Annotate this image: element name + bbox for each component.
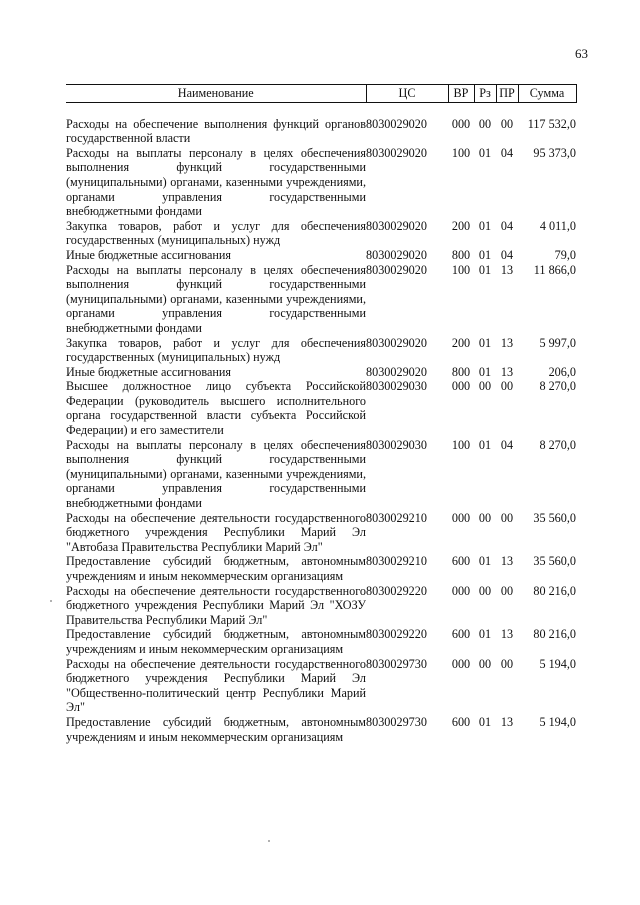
row-cs: 8030029210 — [366, 554, 427, 569]
row-pr: 04 — [500, 145, 514, 160]
row-name: Расходы на обеспечение выполнения функций органов государственной власти — [66, 116, 366, 146]
row-rz: 00 — [478, 656, 492, 671]
table-body — [66, 102, 576, 744]
row-rz: 00 — [478, 583, 492, 598]
row-cs: 8030029030 — [366, 437, 427, 452]
row-sum: 8 270,0 — [539, 437, 576, 452]
scan-speck — [50, 600, 52, 602]
row-vr: 000 — [451, 510, 471, 525]
row-cs: 8030029030 — [366, 379, 427, 394]
row-cs: 8030029730 — [366, 714, 427, 729]
row-sum: 4 011,0 — [539, 218, 576, 233]
row-vr: 100 — [451, 437, 471, 452]
row-cs: 8030029020 — [366, 145, 427, 160]
row-sum: 206,0 — [548, 364, 576, 379]
table-row — [66, 365, 576, 380]
row-pr: 13 — [500, 335, 514, 350]
table-row — [66, 146, 576, 219]
row-vr: 600 — [451, 627, 471, 642]
row-pr: 00 — [500, 656, 514, 671]
row-name: Расходы на обеспечение деятельности государственного бюджетного учреждения Республики Марий Эл "ХОЗУ Правительства Республики Марий Эл" — [66, 583, 366, 627]
row-pr: 00 — [500, 379, 514, 394]
row-pr: 13 — [500, 714, 514, 729]
row-vr: 100 — [451, 262, 471, 277]
row-pr: 00 — [500, 116, 514, 131]
row-pr: 13 — [500, 627, 514, 642]
row-rz: 00 — [478, 116, 492, 131]
row-name: Закупка товаров, работ и услуг для обеспечения государственных (муниципальных) нужд — [66, 218, 366, 248]
row-cs: 8030029210 — [366, 510, 427, 525]
table-row — [66, 248, 576, 263]
table-row — [66, 627, 576, 656]
row-rz: 00 — [478, 379, 492, 394]
row-cs: 8030029020 — [366, 364, 427, 379]
row-pr: 04 — [500, 218, 514, 233]
row-rz: 01 — [478, 247, 492, 262]
row-rz: 01 — [478, 554, 492, 569]
row-cs: 8030029020 — [366, 116, 427, 131]
table-row — [66, 657, 576, 715]
row-vr: 200 — [451, 218, 471, 233]
row-name: Иные бюджетные ассигнования — [66, 364, 232, 379]
row-name: Предоставление субсидий бюджетным, автономным учреждениям и иным некоммерческим организациям — [66, 554, 366, 583]
table-header-row — [66, 85, 576, 103]
row-name: Предоставление субсидий бюджетным, автономным учреждениям и иным некоммерческим организациям — [66, 627, 366, 656]
row-vr: 000 — [451, 583, 471, 598]
row-vr: 800 — [451, 364, 471, 379]
table-row — [66, 554, 576, 583]
row-name: Иные бюджетные ассигнования — [66, 247, 232, 262]
row-vr: 000 — [451, 656, 471, 671]
row-vr: 600 — [451, 714, 471, 729]
row-vr: 800 — [451, 247, 471, 262]
page-number: 63 — [575, 46, 588, 61]
header-sum: Сумма — [518, 85, 576, 103]
row-cs: 8030029020 — [366, 247, 427, 262]
row-pr: 00 — [500, 510, 514, 525]
row-sum: 35 560,0 — [533, 554, 576, 569]
row-rz: 01 — [478, 364, 492, 379]
row-vr: 000 — [451, 379, 471, 394]
row-pr: 13 — [500, 554, 514, 569]
row-sum: 117 532,0 — [527, 116, 576, 131]
row-cs: 8030029020 — [366, 262, 427, 277]
row-pr: 13 — [500, 364, 514, 379]
row-sum: 35 560,0 — [533, 510, 576, 525]
row-rz: 01 — [478, 437, 492, 452]
row-rz: 01 — [478, 145, 492, 160]
row-sum: 5 997,0 — [539, 335, 576, 350]
row-vr: 600 — [451, 554, 471, 569]
table-row — [66, 117, 576, 146]
row-name: Расходы на обеспечение деятельности государственного бюджетного учреждения Республики Марий Эл "Общественно-политический центр Республики Марий Эл" — [66, 656, 366, 715]
row-name: Расходы на обеспечение деятельности государственного бюджетного учреждения Республики Марий Эл "Автобаза Правительства Республики Марий Эл" — [66, 510, 366, 554]
table-row — [66, 584, 576, 628]
row-sum: 80 216,0 — [533, 583, 576, 598]
row-name: Закупка товаров, работ и услуг для обеспечения государственных (муниципальных) нужд — [66, 335, 366, 365]
row-rz: 01 — [478, 627, 492, 642]
row-cs: 8030029220 — [366, 627, 427, 642]
header-vr: ВР — [448, 85, 474, 103]
row-cs: 8030029020 — [366, 218, 427, 233]
row-rz: 01 — [478, 714, 492, 729]
row-pr: 04 — [500, 247, 514, 262]
row-sum: 95 373,0 — [533, 145, 576, 160]
row-cs: 8030029020 — [366, 335, 427, 350]
row-name: Высшее должностное лицо субъекта Российской Федерации (руководитель высшего исполнительного органа государственной власти субъекта Российской Федерации) и его заместители — [66, 379, 366, 438]
row-name: Расходы на выплаты персоналу в целях обеспечения выполнения функций государственными (муниципальными) органами, казенными учреждениями, органами управления государственными внебюджетными фондами — [66, 262, 366, 335]
row-pr: 00 — [500, 583, 514, 598]
header-rz: Рз — [474, 85, 496, 103]
table-row — [66, 511, 576, 555]
row-name: Расходы на выплаты персоналу в целях обеспечения выполнения функций государственными (муниципальными) органами, казенными учреждениями, органами управления государственными внебюджетными фондами — [66, 437, 366, 511]
row-rz: 00 — [478, 510, 492, 525]
row-vr: 100 — [451, 145, 471, 160]
row-pr: 04 — [500, 437, 514, 452]
scan-speck — [268, 840, 270, 842]
budget-table — [66, 84, 577, 744]
table-row — [66, 379, 576, 437]
table-row — [66, 715, 576, 744]
row-rz: 01 — [478, 262, 492, 277]
row-cs: 8030029220 — [366, 583, 427, 598]
row-vr: 200 — [451, 335, 471, 350]
row-rz: 01 — [478, 218, 492, 233]
row-sum: 79,0 — [554, 247, 576, 262]
row-sum: 8 270,0 — [539, 379, 576, 394]
row-cs: 8030029730 — [366, 656, 427, 671]
table-row — [66, 336, 576, 365]
table-row — [66, 263, 576, 336]
row-sum: 5 194,0 — [539, 656, 576, 671]
row-sum: 11 866,0 — [533, 262, 576, 277]
table-row — [66, 219, 576, 248]
row-rz: 01 — [478, 335, 492, 350]
header-name: Наименование — [66, 85, 366, 103]
table-row — [66, 438, 576, 511]
row-sum: 5 194,0 — [539, 714, 576, 729]
header-pr: ПР — [496, 85, 518, 103]
row-sum: 80 216,0 — [533, 627, 576, 642]
row-name: Предоставление субсидий бюджетным, автономным учреждениям и иным некоммерческим организациям — [66, 714, 366, 744]
header-cs: ЦС — [366, 85, 448, 103]
row-vr: 000 — [451, 116, 471, 131]
row-name: Расходы на выплаты персоналу в целях обеспечения выполнения функций государственными (муниципальными) органами, казенными учреждениями, органами управления государственными внебюджетными фондами — [66, 145, 366, 219]
row-pr: 13 — [500, 262, 514, 277]
